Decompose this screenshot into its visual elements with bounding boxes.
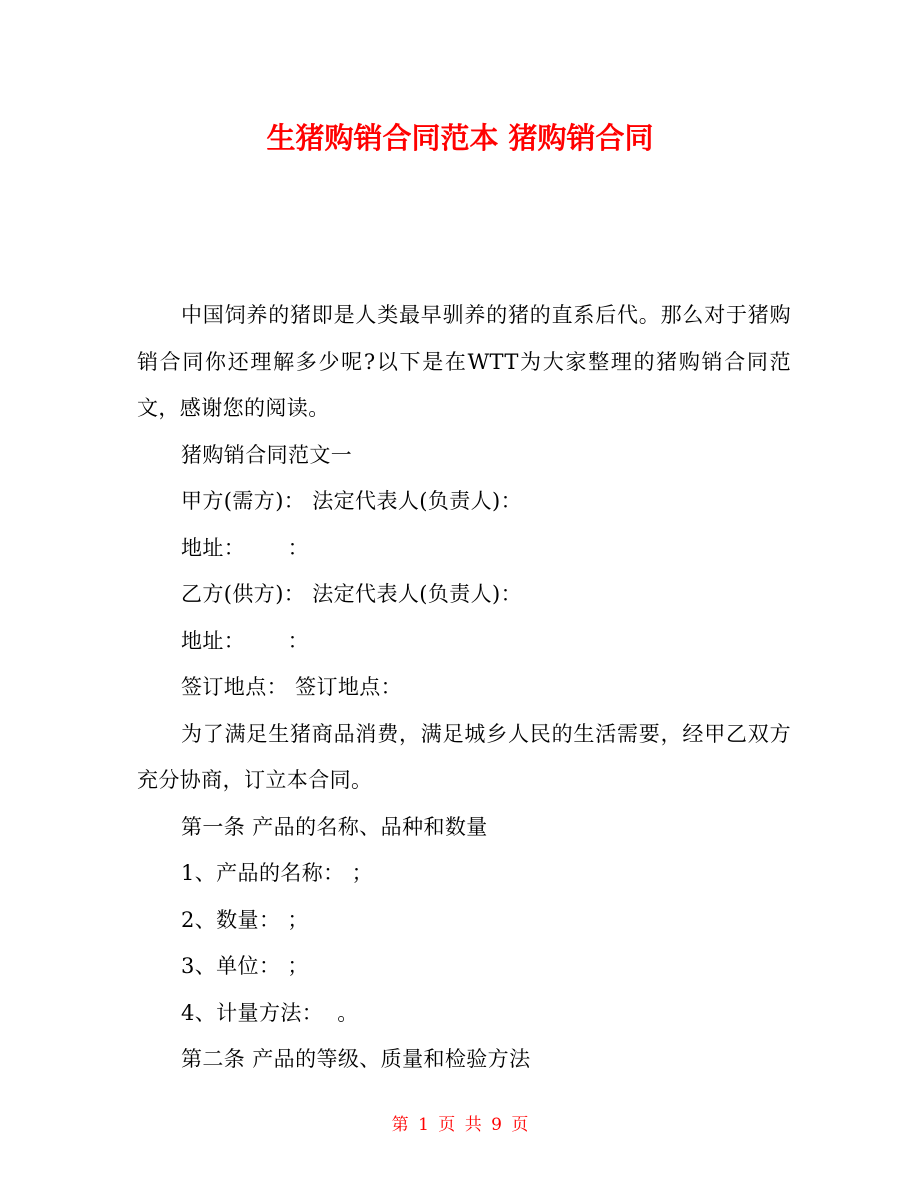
contract-sample-heading: 猪购销合同范文一 bbox=[181, 442, 353, 467]
party-a-line: 甲方(需方)： 法定代表人(负责人)： bbox=[181, 489, 523, 513]
document-title: 生猪购销合同范本 猪购销合同 bbox=[266, 121, 654, 155]
article-1-item: 2、数量： ； bbox=[181, 907, 309, 932]
document-body bbox=[137, 292, 791, 1083]
party-a-address-line: 地址： ： bbox=[181, 535, 310, 560]
party-b-line: 乙方(供方)： 法定代表人(负责人)： bbox=[181, 582, 523, 606]
article-1-heading: 第一条 产品的名称、品种和数量 bbox=[181, 814, 488, 839]
signing-place-line: 签订地点： 签订地点： bbox=[181, 675, 403, 699]
intro-paragraph: 中国饲养的猪即是人类最早驯养的猪的直系后代。那么对于猪购销合同你还理解多少呢?以下是在WTT为大家整理的猪购销合同范文，感谢您的阅读。 bbox=[137, 303, 791, 420]
article-2-heading: 第二条 产品的等级、质量和检验方法 bbox=[181, 1047, 531, 1071]
article-1-item: 4、计量方法： 。 bbox=[181, 1000, 359, 1025]
purpose-paragraph: 为了满足生猪商品消费，满足城乡人民的生活需要，经甲乙双方充分协商，订立本合同。 bbox=[137, 721, 791, 792]
article-1-item: 1、产品的名称： ； bbox=[181, 861, 374, 885]
page-footer: 第 1 页 共 9 页 bbox=[391, 1115, 529, 1135]
article-1-item: 3、单位： ； bbox=[181, 954, 309, 978]
party-b-address-line: 地址： ： bbox=[181, 628, 310, 653]
